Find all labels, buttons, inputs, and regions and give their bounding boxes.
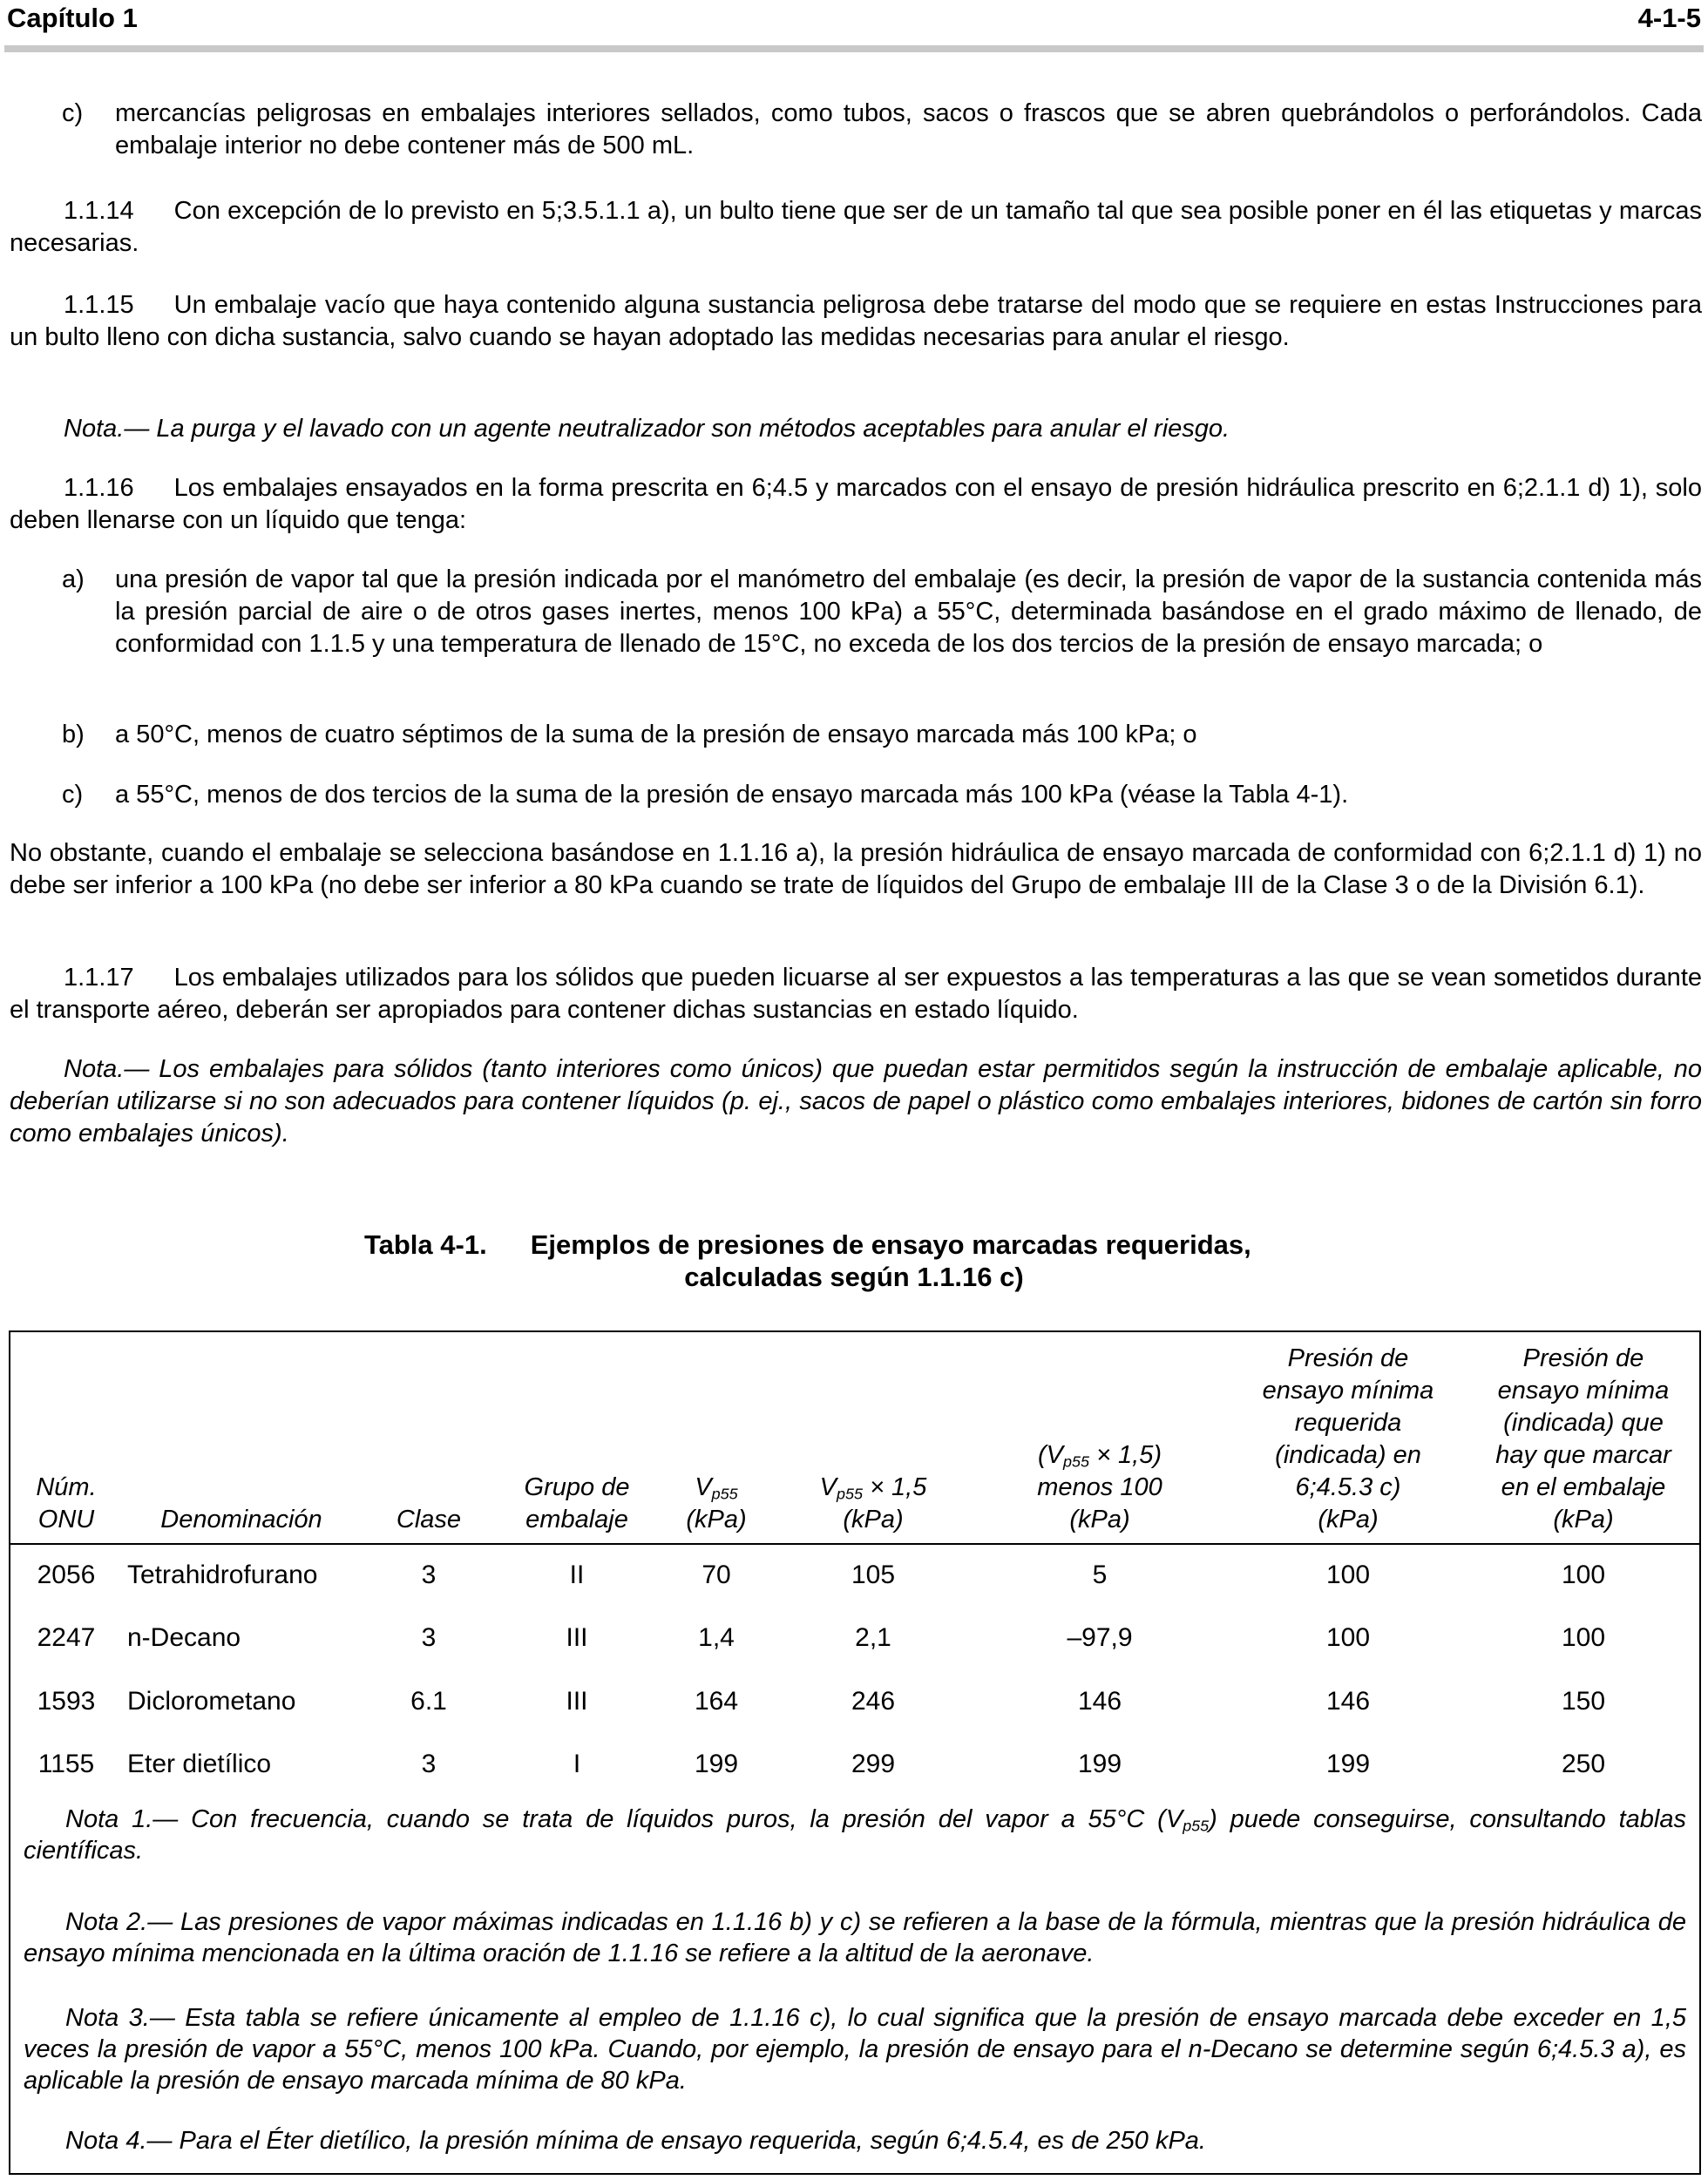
header-min-marcar: Presión de ensayo mínima (indicada) que hay que marcar en el embalaje (kPa) bbox=[1495, 1344, 1671, 1533]
header-vp55: $V_{p55}$ (kPa) bbox=[686, 1473, 747, 1533]
cell-grupo: I bbox=[573, 1750, 581, 1778]
cell-num-onu: 1155 bbox=[37, 1750, 95, 1778]
cell-clase: 6.1 bbox=[410, 1687, 447, 1716]
paragraph-number: 1.1.17 bbox=[64, 964, 134, 992]
table-note-3: Nota 3.— Esta tabla se refiere únicamente al empleo de 1.1.16 c), lo cual significa que la presión de ensayo marcada debe exceder en 1,5 veces la presión de vapor a 55°C, menos 100 kPa. Cuando, por ejemplo, la presión de ensayo para el n-Decano se determine según 6;4.5.3 a), es aplicable la presión de ensayo marcada mínima de 80 kPa. bbox=[24, 2004, 1686, 2095]
table-note-1: Nota 1.— Con frecuencia, cuando se trata de líquidos puros, la presión del vapor a 55°C $(V_{p55})$ puede conseguirse, consultando tablas científicas. bbox=[24, 1805, 1686, 1865]
paragraph-text: Los embalajes ensayados en la forma prescrita en 6;4.5 y marcados con el ensayo de presión hidráulica prescrito en 6;2.1.1 d) 1), solo deben llenarse con un líquido que tenga: bbox=[10, 474, 1702, 534]
header-min-requerida: Presión de ensayo mínima requerida (indicada) en 6;4.5.3 c) (kPa) bbox=[1262, 1344, 1434, 1533]
cell-vp55-x15: 246 bbox=[851, 1687, 896, 1716]
cell-denominacion: n-Decano bbox=[127, 1623, 241, 1652]
header-rule bbox=[10, 1543, 1699, 1545]
chapter-title: Capítulo 1 bbox=[7, 3, 138, 33]
list-label: b) bbox=[62, 721, 85, 748]
cell-vp55: 199 bbox=[694, 1750, 739, 1778]
cell-vp55-x15: 2,1 bbox=[855, 1623, 891, 1652]
cell-num-onu: 2247 bbox=[37, 1623, 96, 1652]
header-denominacion: Denominación bbox=[160, 1506, 322, 1533]
cell-menos-100: 199 bbox=[1077, 1750, 1122, 1778]
list-item-c2 bbox=[10, 779, 1702, 811]
list-label: c) bbox=[62, 781, 84, 809]
header-clase: Clase bbox=[396, 1506, 462, 1533]
note-solidos bbox=[10, 1053, 1702, 1150]
cell-vp55-x15: 299 bbox=[851, 1750, 896, 1778]
paragraph-number: 1.1.15 bbox=[64, 291, 134, 319]
cell-vp55: 70 bbox=[702, 1561, 731, 1589]
table-note-2: Nota 2.— Las presiones de vapor máximas indicadas en 1.1.16 b) y c) se refieren a la base de la fórmula, mientras que la presión hidráulica de ensayo mínima mencionada en la última oración de 1.1.16 se refiere a la altitud de la aeronave. bbox=[24, 1908, 1686, 1967]
list-item-a bbox=[10, 564, 1702, 660]
paragraph-number: 1.1.16 bbox=[64, 474, 134, 502]
cell-min-marcar: 100 bbox=[1561, 1623, 1606, 1652]
cell-min-requerida: 146 bbox=[1325, 1687, 1371, 1716]
paragraph-1-1-15 bbox=[10, 289, 1702, 354]
header-rule bbox=[4, 45, 1704, 52]
note-text: Nota.— Los embalajes para sólidos (tanto interiores como únicos) que puedan estar permitidos según la instrucción de embalaje aplicable, no deberían utilizarse si no son adecuados para contener líquidos (p. ej., sacos de papel o plástico como embalajes interiores, bidones de cartón sin forro como embalajes únicos). bbox=[10, 1055, 1702, 1148]
cell-denominacion: Eter dietílico bbox=[127, 1750, 272, 1778]
list-text: mercancías peligrosas en embalajes interiores sellados, como tubos, sacos o frascos que se abren quebrándolos o perforándolos. Cada embalaje interior no debe contener más de 500 mL. bbox=[115, 99, 1702, 159]
paragraph-1-1-14 bbox=[10, 195, 1702, 260]
header-grupo: Grupo de embalaje bbox=[524, 1473, 630, 1533]
header-num-onu: Núm. ONU bbox=[36, 1473, 97, 1533]
cell-min-requerida: 100 bbox=[1325, 1561, 1371, 1589]
list-label: c) bbox=[62, 99, 84, 127]
note-purga: Nota.— La purga y el lavado con un agente neutralizador son métodos aceptables para anular el riesgo. bbox=[64, 415, 1230, 443]
list-item-b bbox=[10, 719, 1702, 751]
cell-min-marcar: 100 bbox=[1561, 1561, 1606, 1589]
cell-min-marcar: 250 bbox=[1561, 1750, 1606, 1778]
table-note-4: Nota 4.— Para el Éter dietílico, la presión mínima de ensayo requerida, según 6;4.5.4, es de 250 kPa. bbox=[65, 2127, 1206, 2155]
paragraph-number: 1.1.14 bbox=[64, 197, 134, 225]
cell-menos-100: 146 bbox=[1077, 1687, 1122, 1716]
paragraph-text: Un embalaje vacío que haya contenido alguna sustancia peligrosa debe tratarse del modo que se requiere en estas Instrucciones para un bulto lleno con dicha sustancia, salvo cuando se hayan adoptado las medidas necesarias para anular el riesgo. bbox=[10, 291, 1702, 351]
table-title-line1: Ejemplos de presiones de ensayo marcadas requeridas, bbox=[530, 1229, 1251, 1260]
list-text: a 55°C, menos de dos tercios de la suma de la presión de ensayo marcada más 100 kPa (véase la Tabla 4-1). bbox=[115, 781, 1349, 809]
header-vp55-x15: $V_{p55} \times 1,5$ (kPa) bbox=[819, 1473, 927, 1533]
cell-menos-100: 5 bbox=[1092, 1561, 1108, 1589]
paragraph-1-1-16 bbox=[10, 472, 1702, 537]
paragraph-no-obstante: No obstante, cuando el embalaje se selecciona basándose en 1.1.16 a), la presión hidráulica de ensayo marcada de conformidad con 6;2.1.1 d) 1) no debe ser inferior a 100 kPa (no debe ser inferior a 80 kPa cuando se trate de líquidos del Grupo de embalaje III de la Clase 3 o de la División 6.1). bbox=[10, 839, 1702, 899]
list-text: a 50°C, menos de cuatro séptimos de la suma de la presión de ensayo marcada más 100 kPa; o bbox=[115, 721, 1197, 748]
table-number: Tabla 4-1. bbox=[364, 1229, 487, 1260]
paragraph-1-1-17 bbox=[10, 962, 1702, 1026]
list-label: a) bbox=[62, 565, 85, 593]
cell-min-marcar: 150 bbox=[1561, 1687, 1606, 1716]
cell-vp55-x15: 105 bbox=[851, 1561, 896, 1589]
cell-num-onu: 1593 bbox=[37, 1687, 96, 1716]
cell-denominacion: Diclorometano bbox=[127, 1687, 296, 1716]
cell-clase: 3 bbox=[421, 1561, 437, 1589]
paragraph-text: Con excepción de lo previsto en 5;3.5.1.1 a), un bulto tiene que ser de un tamaño tal que sea posible poner en él las etiquetas y marcas necesarias. bbox=[10, 197, 1702, 257]
cell-clase: 3 bbox=[421, 1750, 437, 1778]
cell-min-requerida: 199 bbox=[1325, 1750, 1371, 1778]
cell-denominacion: Tetrahidrofurano bbox=[127, 1561, 318, 1589]
cell-min-requerida: 100 bbox=[1325, 1623, 1371, 1652]
list-item-c bbox=[10, 98, 1702, 162]
cell-grupo: III bbox=[566, 1687, 588, 1716]
cell-num-onu: 2056 bbox=[37, 1561, 96, 1589]
cell-clase: 3 bbox=[421, 1623, 437, 1652]
paragraph-text: Los embalajes utilizados para los sólidos que pueden licuarse al ser expuestos a las temperaturas a las que se vean sometidos durante el transporte aéreo, deberán ser apropiados para contener dichas sustancias en estado líquido. bbox=[10, 964, 1702, 1024]
cell-vp55: 1,4 bbox=[698, 1623, 735, 1652]
cell-vp55: 164 bbox=[694, 1687, 739, 1716]
cell-grupo: II bbox=[569, 1561, 585, 1589]
cell-grupo: III bbox=[566, 1623, 588, 1652]
pressure-table bbox=[9, 1330, 1701, 2175]
page-number: 4-1-5 bbox=[1637, 3, 1701, 33]
table-title-line2: calculadas según 1.1.16 c) bbox=[684, 1262, 1024, 1292]
list-text: una presión de vapor tal que la presión indicada por el manómetro del embalaje (es decir, la presión de vapor de la sustancia contenida más la presión parcial de aire o de otros gases inertes, menos 100 kPa) a 55°C, determinada basándose en el grado máximo de llenado, de conformidad con 1.1.5 y una temperatura de llenado de 15°C, no exceda de los dos tercios de la presión de ensayo marcada; o bbox=[115, 565, 1702, 658]
cell-menos-100: –97,9 bbox=[1067, 1623, 1133, 1652]
header-menos-100: $(V_{p55} \times 1,5)$ menos 100 (kPa) bbox=[1037, 1441, 1162, 1533]
